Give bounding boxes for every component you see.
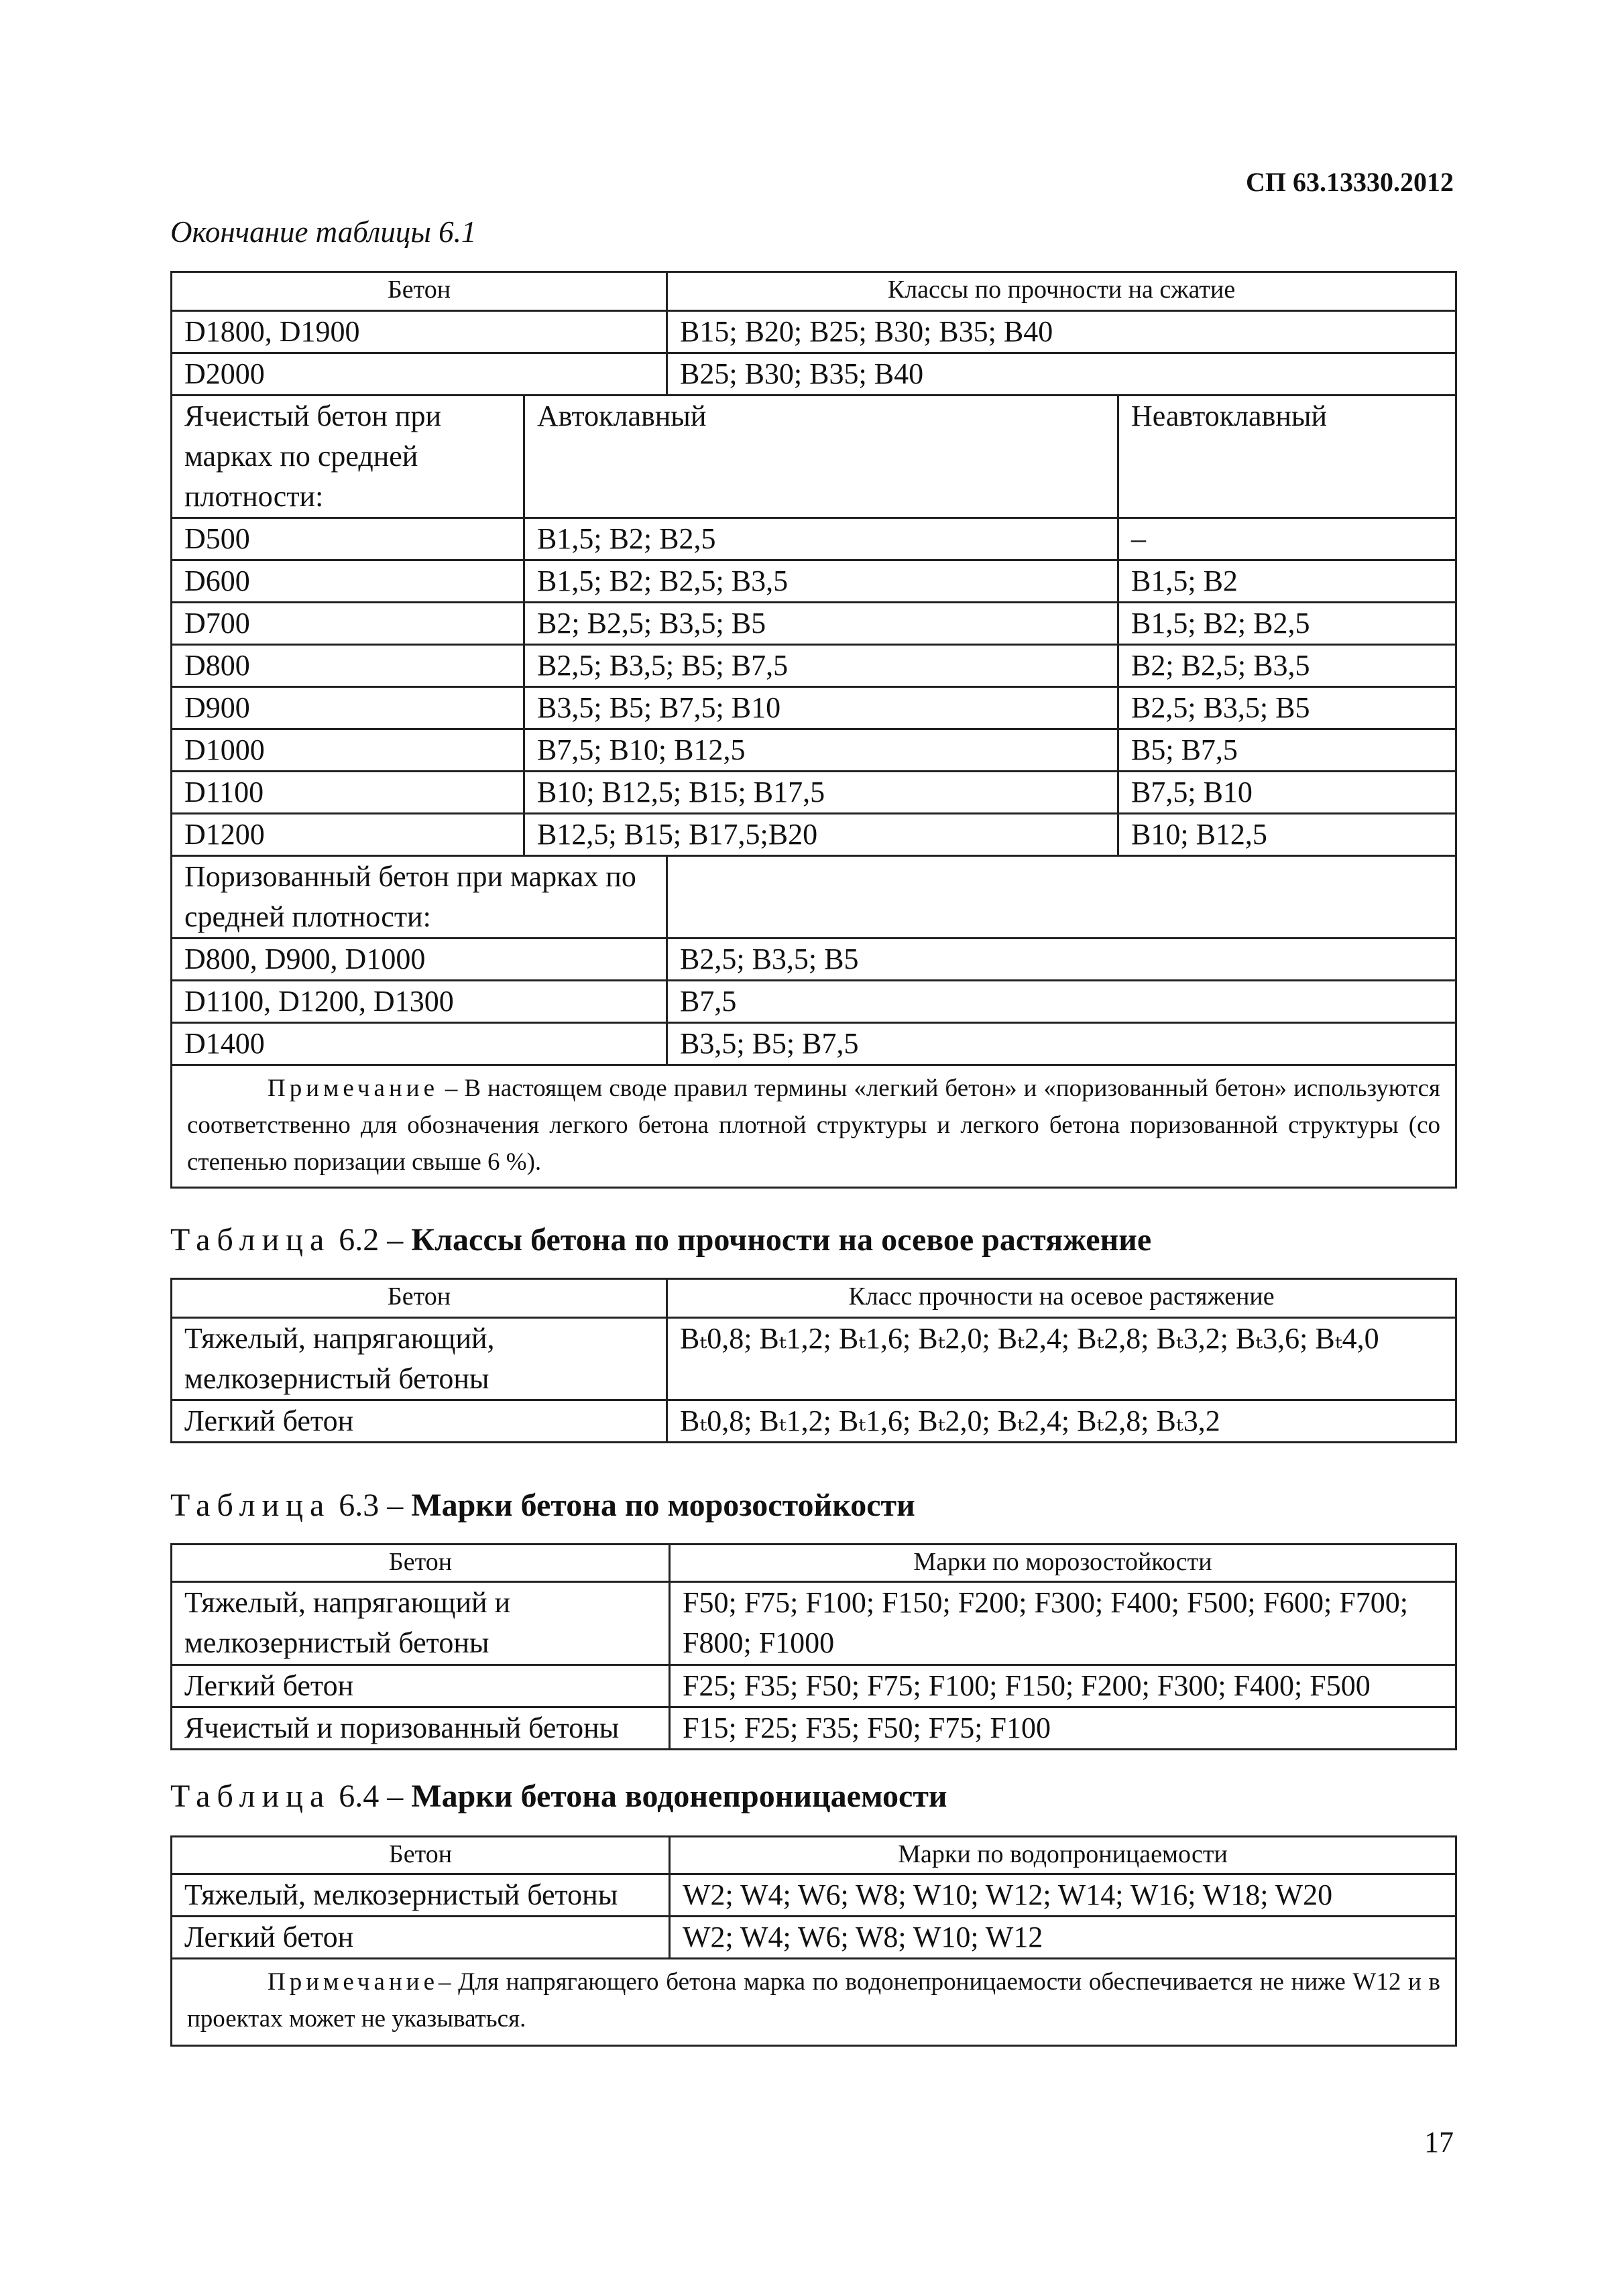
- porous-concrete-label: Поризованный бетон при марках по средней плотности:: [172, 856, 667, 939]
- cellular-concrete-label: Ячеистый бетон при марках по средней плотности:: [172, 396, 524, 518]
- table-row: [172, 939, 1456, 981]
- document-code: СП 63.13330.2012: [1246, 167, 1454, 197]
- header-water-grades: Марки по водопроницаемости: [670, 1837, 1456, 1874]
- table-row: [172, 772, 1456, 814]
- table-row: [172, 1707, 1456, 1750]
- caption-word: Таблица: [170, 1778, 331, 1814]
- class-cell: B1,5; B2; B2,5: [524, 518, 1118, 560]
- concrete-type-cell: Легкий бетон: [172, 1400, 667, 1443]
- class-cell: B12,5; B15; B17,5;B20: [524, 814, 1118, 856]
- note-text: – Для напрягающего бетона марка по водонепроницаемости обеспечивается не ниже W12 и в проектах может не указываться.: [187, 1968, 1440, 2033]
- class-cell: B7,5: [667, 981, 1456, 1023]
- table-6-2-caption: [170, 1221, 1151, 1258]
- class-cell: B2,5; B3,5; B5: [667, 939, 1456, 981]
- caption-word: Таблица: [170, 1222, 331, 1258]
- grade-cell: F50; F75; F100; F150; F200; F300; F400; F500; F600; F700; F800; F1000: [670, 1582, 1456, 1665]
- table-row: [172, 981, 1456, 1023]
- table-6-4: [170, 1835, 1457, 2047]
- caption-title: Марки бетона водонепроницаемости: [411, 1778, 947, 1814]
- grade-cell: D1200: [172, 814, 524, 856]
- header-concrete: Бетон: [172, 1837, 670, 1874]
- grade-cell: W2; W4; W6; W8; W10; W12; W14; W16; W18; W20: [670, 1874, 1456, 1917]
- table-row: [172, 311, 1456, 353]
- caption-title: Классы бетона по прочности на осевое растяжение: [411, 1222, 1152, 1258]
- class-cell: Bₜ0,8; Bₜ1,2; Bₜ1,6; Bₜ2,0; Bₜ2,4; Bₜ2,8; Bₜ3,2: [667, 1400, 1456, 1443]
- table-row: [172, 1400, 1456, 1443]
- class-cell: B10; B12,5: [1118, 814, 1456, 856]
- concrete-type-cell: Легкий бетон: [172, 1917, 670, 1959]
- grade-cell: D500: [172, 518, 524, 560]
- table-continuation-caption: Окончание таблицы 6.1: [170, 215, 477, 249]
- grade-cell: F25; F35; F50; F75; F100; F150; F200; F300; F400; F500: [670, 1665, 1456, 1707]
- grade-cell: W2; W4; W6; W8; W10; W12: [670, 1917, 1456, 1959]
- table-row: [172, 1318, 1456, 1400]
- table-6-3: [170, 1543, 1457, 1750]
- empty-cell: [667, 856, 1456, 939]
- table-6-4-caption: [170, 1778, 947, 1815]
- grade-cell: F15; F25; F35; F50; F75; F100: [670, 1707, 1456, 1750]
- class-cell: B7,5; B10; B12,5: [524, 729, 1118, 772]
- class-cell: B2,5; B3,5; B5; B7,5: [524, 645, 1118, 687]
- grade-cell: D1100: [172, 772, 524, 814]
- table-row: [172, 560, 1456, 603]
- class-cell: B1,5; B2; B2,5: [1118, 603, 1456, 645]
- page-number: 17: [1424, 2126, 1454, 2159]
- concrete-type-cell: Тяжелый, напрягающий и мелкозернистый бетоны: [172, 1582, 670, 1665]
- class-cell: B1,5; B2: [1118, 560, 1456, 603]
- caption-number: 6.4 –: [331, 1778, 412, 1814]
- table-6-3-caption: [170, 1487, 915, 1524]
- header-compressive-classes: Классы по прочности на сжатие: [667, 272, 1456, 311]
- class-cell: B7,5; B10: [1118, 772, 1456, 814]
- table-6-2: [170, 1278, 1457, 1443]
- header-frost-grades: Марки по морозостойкости: [670, 1545, 1456, 1582]
- header-concrete: Бетон: [172, 272, 667, 311]
- table-row: [172, 353, 1456, 396]
- concrete-type-cell: Легкий бетон: [172, 1665, 670, 1707]
- table-row: [172, 645, 1456, 687]
- grade-cell: D2000: [172, 353, 667, 396]
- grade-cell: D1000: [172, 729, 524, 772]
- grade-cell: D1400: [172, 1023, 667, 1065]
- class-cell: B15; B20; B25; B30; B35; B40: [667, 311, 1456, 353]
- table-row: [172, 603, 1456, 645]
- table-row: [172, 1582, 1456, 1665]
- caption-number: 6.2 –: [331, 1222, 412, 1258]
- header-tensile-class: Класс прочности на осевое растяжение: [667, 1279, 1456, 1318]
- class-cell: Bₜ0,8; Bₜ1,2; Bₜ1,6; Bₜ2,0; Bₜ2,4; Bₜ2,8; Bₜ3,2; Bₜ3,6; Bₜ4,0: [667, 1318, 1456, 1400]
- table-row: [172, 518, 1456, 560]
- table-row: [172, 1917, 1456, 1959]
- concrete-type-cell: Тяжелый, мелкозернистый бетоны: [172, 1874, 670, 1917]
- table-row: [172, 1874, 1456, 1917]
- table-row: [172, 814, 1456, 856]
- concrete-type-cell: Тяжелый, напрягающий, мелкозернистый бетоны: [172, 1318, 667, 1400]
- class-cell: B5; B7,5: [1118, 729, 1456, 772]
- class-cell: B3,5; B5; B7,5; B10: [524, 687, 1118, 729]
- class-cell: B3,5; B5; B7,5: [667, 1023, 1456, 1065]
- grade-cell: D1800, D1900: [172, 311, 667, 353]
- table-row: [172, 1665, 1456, 1707]
- grade-cell: D900: [172, 687, 524, 729]
- grade-cell: D800: [172, 645, 524, 687]
- note-label: Примечание: [268, 1968, 439, 1996]
- class-cell: –: [1118, 518, 1456, 560]
- table-row: [172, 687, 1456, 729]
- grade-cell: D700: [172, 603, 524, 645]
- grade-cell: D1100, D1200, D1300: [172, 981, 667, 1023]
- table-row: [172, 1023, 1456, 1065]
- header-concrete: Бетон: [172, 1545, 670, 1582]
- table-6-4-note: [172, 1959, 1456, 2046]
- table-6-1: [170, 271, 1457, 1189]
- note-text: – В настоящем своде правил термины «легкий бетон» и «поризованный бетон» используются соответственно для обозначения легкого бетона плотной структуры и легкого бетона поризованной структуры (со степенью поризации свыше 6 %).: [187, 1075, 1441, 1176]
- class-cell: B2; B2,5; B3,5; B5: [524, 603, 1118, 645]
- caption-number: 6.3 –: [331, 1488, 412, 1523]
- grade-cell: D800, D900, D1000: [172, 939, 667, 981]
- table-6-1-note: [172, 1065, 1456, 1188]
- class-cell: B2,5; B3,5; B5: [1118, 687, 1456, 729]
- caption-word: Таблица: [170, 1488, 331, 1523]
- non-autoclave-header: Неавтоклавный: [1118, 396, 1456, 518]
- class-cell: B2; B2,5; B3,5: [1118, 645, 1456, 687]
- grade-cell: D600: [172, 560, 524, 603]
- class-cell: B25; B30; B35; B40: [667, 353, 1456, 396]
- class-cell: B1,5; B2; B2,5; B3,5: [524, 560, 1118, 603]
- concrete-type-cell: Ячеистый и поризованный бетоны: [172, 1707, 670, 1750]
- autoclave-header: Автоклавный: [524, 396, 1118, 518]
- class-cell: B10; B12,5; B15; B17,5: [524, 772, 1118, 814]
- caption-title: Марки бетона по морозостойкости: [411, 1488, 915, 1523]
- header-concrete: Бетон: [172, 1279, 667, 1318]
- note-label: Примечание: [268, 1075, 439, 1102]
- table-row: [172, 729, 1456, 772]
